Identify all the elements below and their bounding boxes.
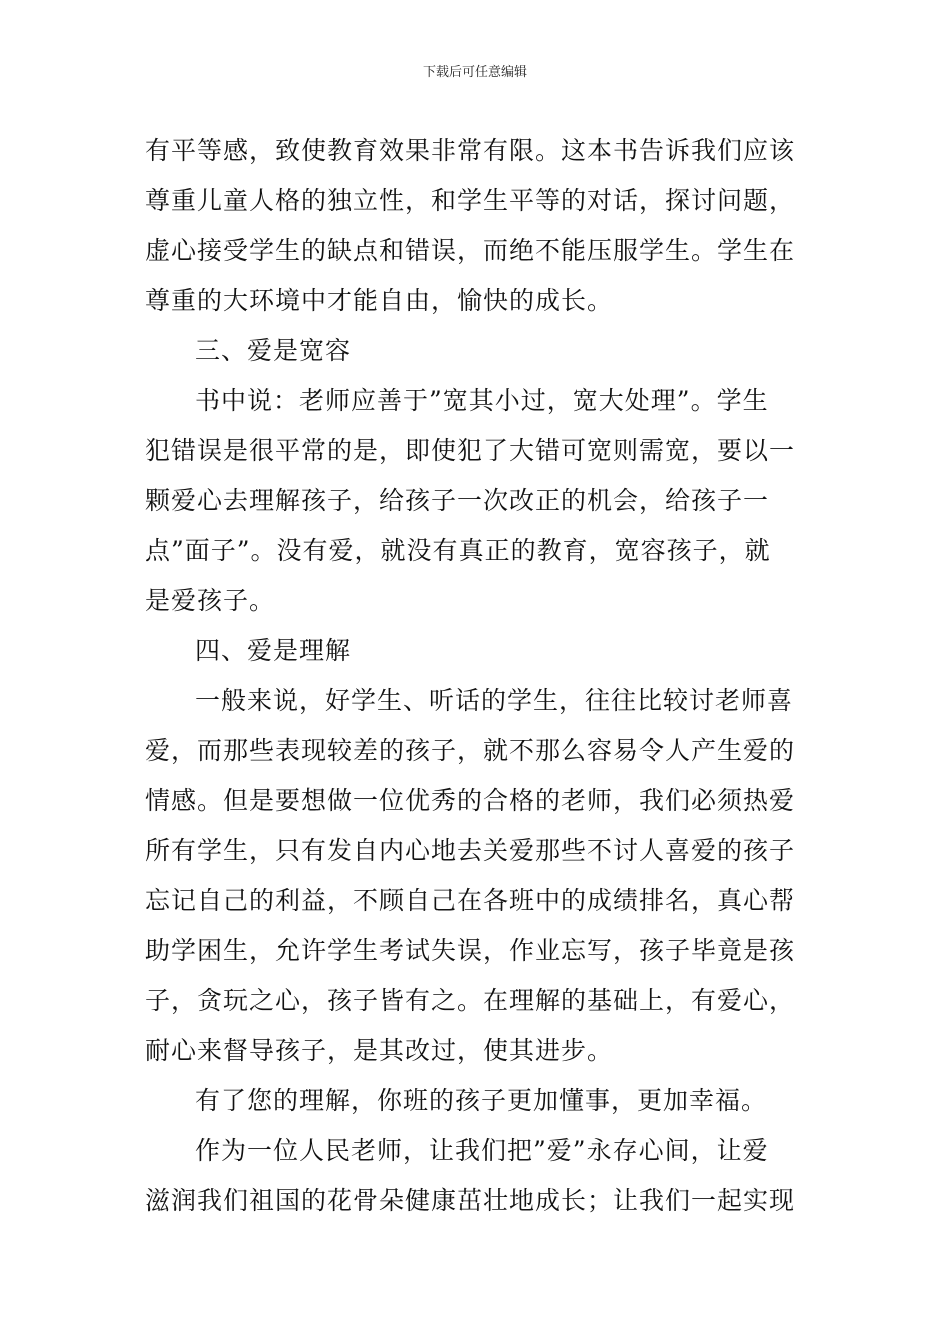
text-line: 所有学生，只有发自内心地去关爱那些不讨人喜爱的孩子 — [145, 836, 796, 865]
text-line: 有平等感，致使教育效果非常有限。这本书告诉我们应该 — [145, 136, 796, 165]
text-line: 尊重儿童人格的独立性，和学生平等的对话，探讨问题， — [145, 186, 796, 215]
text-line: 耐心来督导孩子，是其改过，使其进步。 — [145, 1036, 614, 1065]
text-line: 有了您的理解，你班的孩子更加懂事，更加幸福。 — [195, 1086, 768, 1115]
text-line: 颗爱心去理解孩子，给孩子一次改正的机会，给孩子一 — [145, 486, 770, 515]
page-header-note: 下载后可任意编辑 — [422, 65, 527, 80]
text-line: 忘记自己的利益，不顾自己在各班中的成绩排名，真心帮 — [145, 886, 796, 915]
text-line: 犯错误是很平常的是，即使犯了大错可宽则需宽，要以一 — [145, 436, 796, 465]
document-body — [145, 126, 815, 1226]
text-line: 爱，而那些表现较差的孩子，就不那么容易令人产生爱的 — [145, 736, 796, 765]
text-line: 滋润我们祖国的花骨朵健康茁壮地成长；让我们一起实现 — [145, 1186, 796, 1215]
text-line: 作为一位人民老师，让我们把”爱”永存心间，让爱 — [195, 1136, 769, 1165]
text-line: 点”面子”。没有爱，就没有真正的教育，宽容孩子，就 — [145, 536, 771, 565]
text-line: 情感。但是要想做一位优秀的合格的老师，我们必须热爱 — [145, 786, 796, 815]
text-line: 一般来说，好学生、听话的学生，往往比较讨老师喜 — [195, 686, 794, 715]
text-line: 助学困生，允许学生考试失误，作业忘写，孩子毕竟是孩 — [145, 936, 796, 965]
text-line: 书中说：老师应善于”宽其小过，宽大处理”。学生 — [195, 386, 769, 415]
text-line: 尊重的大环境中才能自由，愉快的成长。 — [145, 286, 614, 315]
section-heading: 三、爱是宽容 — [195, 336, 352, 365]
text-line: 是爱孩子。 — [145, 586, 276, 615]
text-line: 虚心接受学生的缺点和错误，而绝不能压服学生。学生在 — [145, 236, 796, 265]
text-line: 子，贪玩之心，孩子皆有之。在理解的基础上，有爱心， — [145, 986, 796, 1015]
section-heading: 四、爱是理解 — [195, 636, 352, 665]
